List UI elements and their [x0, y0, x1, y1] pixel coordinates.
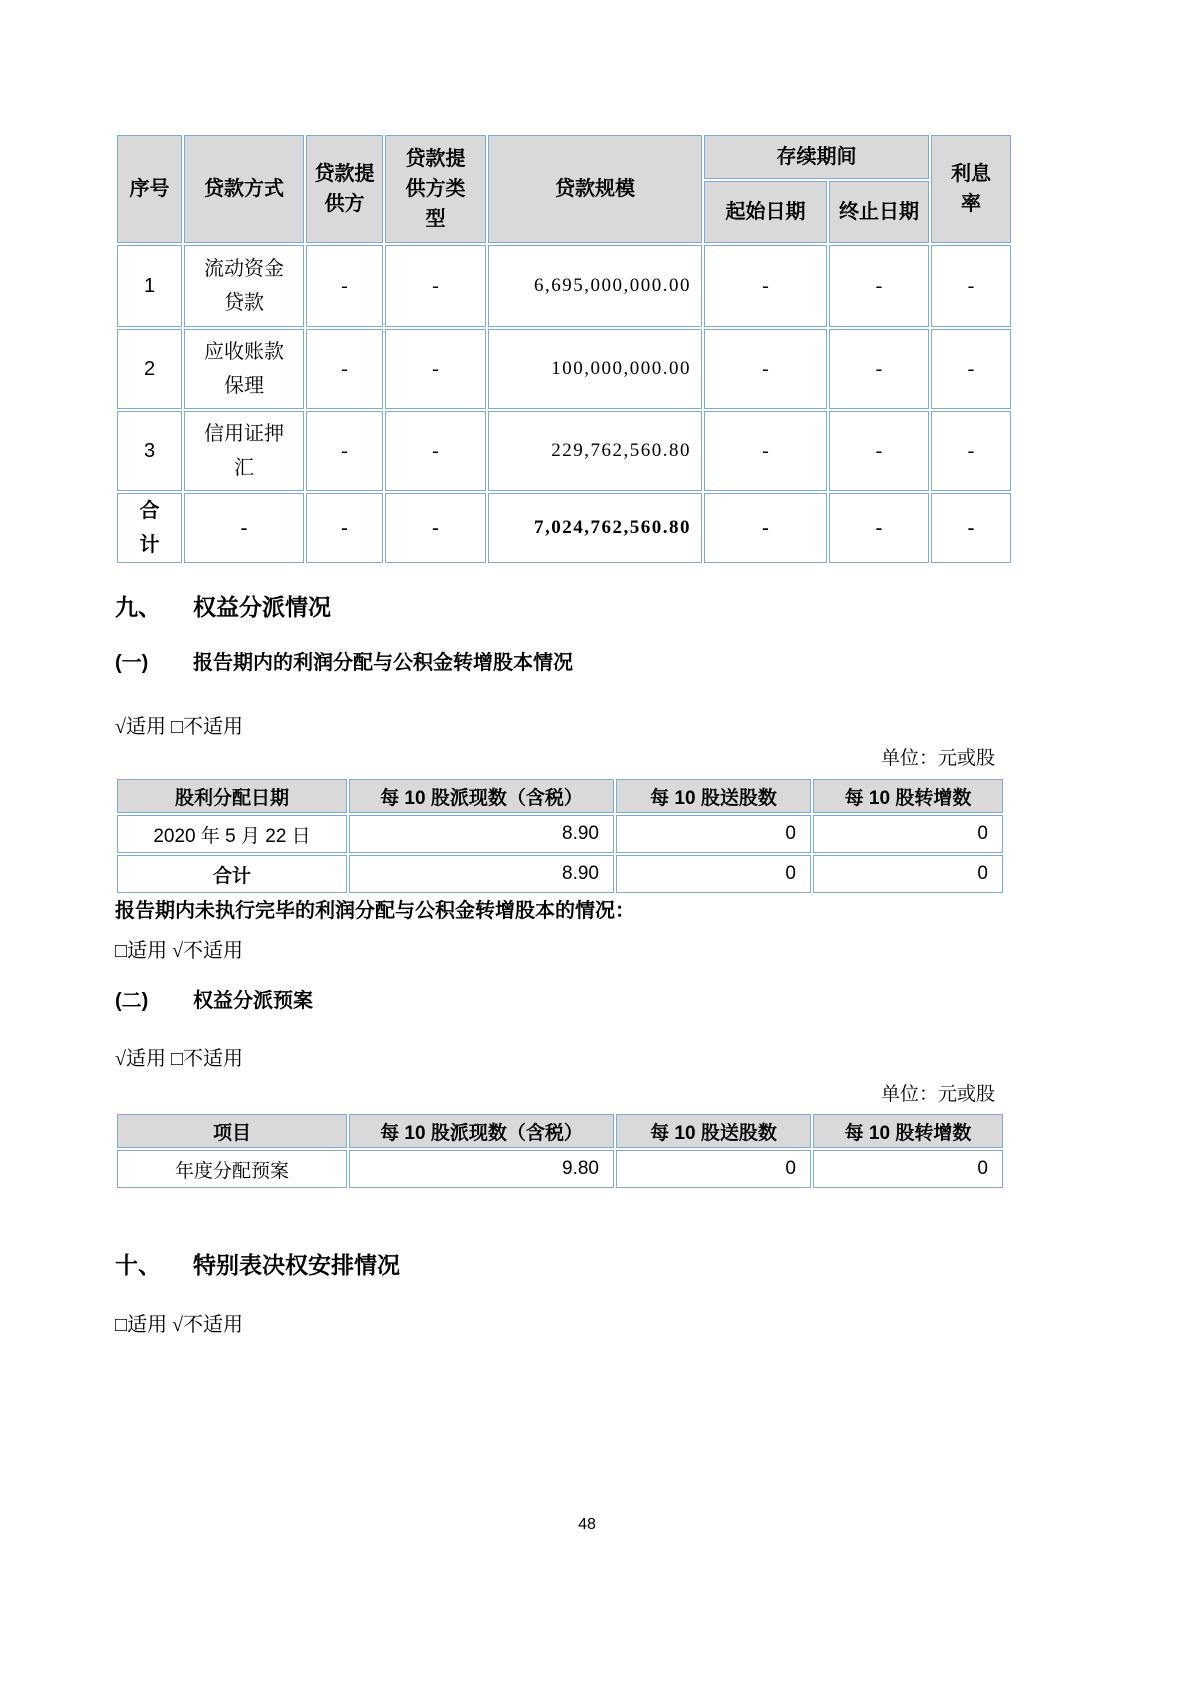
- loan-total-row: [117, 493, 1011, 563]
- cell-end: -: [829, 411, 929, 491]
- cell-rate: -: [931, 411, 1011, 491]
- applicability-line: □适用 √不适用: [115, 1314, 244, 1336]
- loan-table-header-row-1: [117, 135, 1011, 179]
- col-header-cash-per-10: 每 10 股派现数（含税）: [349, 1114, 614, 1148]
- cell-method: -: [184, 493, 304, 563]
- cell-start: -: [704, 329, 827, 409]
- subsection-two-heading: [115, 988, 995, 1014]
- cell-provider-type: -: [385, 493, 486, 563]
- col-header-dividend-date: 股利分配日期: [117, 779, 347, 813]
- cell-scale: 229,762,560.80: [488, 411, 702, 491]
- cell-rate: -: [931, 245, 1011, 327]
- loan-table: [115, 133, 1013, 565]
- cell-seq: 3: [117, 411, 182, 491]
- cell-scale: 6,695,000,000.00: [488, 245, 702, 327]
- applicability-line: □适用 √不适用: [115, 940, 244, 962]
- cell-method: 应收账款保理: [184, 329, 304, 409]
- col-header-end-date: 终止日期: [829, 181, 929, 243]
- col-header-method: 贷款方式: [184, 135, 304, 243]
- subsection-number: (二): [115, 990, 149, 1012]
- col-header-cash-per-10: 每 10 股派现数（含税）: [349, 779, 614, 813]
- cell-start: -: [704, 245, 827, 327]
- applicability-line: √适用 □不适用: [115, 716, 244, 738]
- cell-provider: -: [306, 329, 383, 409]
- col-header-item: 项目: [117, 1114, 347, 1148]
- subsection-title: 权益分派预案: [193, 990, 313, 1012]
- loan-table-container: [115, 133, 995, 565]
- cell-scale: 100,000,000.00: [488, 329, 702, 409]
- section-nine-heading: [115, 592, 995, 622]
- subsection-number: (一): [115, 652, 149, 674]
- loan-row-3: [117, 411, 1011, 491]
- subsection-one-heading: [115, 650, 995, 676]
- cell-provider: -: [306, 245, 383, 327]
- proposal-table-container: [115, 1112, 995, 1190]
- cell-end: -: [829, 493, 929, 563]
- cell-start: -: [704, 411, 827, 491]
- col-header-seq: 序号: [117, 135, 182, 243]
- col-header-start-date: 起始日期: [704, 181, 827, 243]
- cell-seq: 1: [117, 245, 182, 327]
- cell-cash: 8.90: [349, 855, 614, 893]
- col-header-scale: 贷款规模: [488, 135, 702, 243]
- cell-item: 年度分配预案: [117, 1150, 347, 1188]
- proposal-header-row: [117, 1114, 1003, 1148]
- section-title: 权益分派情况: [193, 594, 331, 620]
- col-header-bonus-per-10: 每 10 股送股数: [616, 779, 811, 813]
- cell-provider-type: -: [385, 245, 486, 327]
- cell-method: 流动资金贷款: [184, 245, 304, 327]
- unexecuted-note: 报告期内未执行完毕的利润分配与公积金转增股本的情况：: [115, 900, 635, 922]
- section-title: 特别表决权安排情况: [193, 1252, 400, 1278]
- proposal-table: [115, 1112, 1005, 1190]
- dividend-row-1: [117, 815, 1003, 853]
- col-header-bonus-per-10: 每 10 股送股数: [616, 1114, 811, 1148]
- dividend-table: [115, 777, 1005, 895]
- applicability-line: √适用 □不适用: [115, 1048, 244, 1070]
- cell-rate: -: [931, 329, 1011, 409]
- cell-rate: -: [931, 493, 1011, 563]
- cell-seq: 2: [117, 329, 182, 409]
- cell-conversion: 0: [813, 815, 1003, 853]
- dividend-total-row: [117, 855, 1003, 893]
- section-number: 十、: [115, 1252, 161, 1278]
- cell-bonus: 0: [616, 815, 811, 853]
- cell-cash: 8.90: [349, 815, 614, 853]
- dividend-header-row: [117, 779, 1003, 813]
- page-number: 48: [578, 1516, 596, 1533]
- unit-label: 单位：元或股: [880, 748, 995, 769]
- col-header-conversion-per-10: 每 10 股转增数: [813, 1114, 1003, 1148]
- cell-end: -: [829, 245, 929, 327]
- cell-method: 信用证押汇: [184, 411, 304, 491]
- col-header-rate: 利息率: [931, 135, 1011, 243]
- cell-cash: 9.80: [349, 1150, 614, 1188]
- dividend-table-container: [115, 777, 995, 895]
- col-header-conversion-per-10: 每 10 股转增数: [813, 779, 1003, 813]
- subsection-title: 报告期内的利润分配与公积金转增股本情况: [193, 652, 573, 674]
- cell-bonus: 0: [616, 855, 811, 893]
- cell-provider-type: -: [385, 411, 486, 491]
- cell-total-label: 合计: [117, 855, 347, 893]
- cell-start: -: [704, 493, 827, 563]
- section-number: 九、: [115, 594, 161, 620]
- col-header-provider-type: 贷款提供方类型: [385, 135, 486, 243]
- cell-conversion: 0: [813, 1150, 1003, 1188]
- cell-total-scale: 7,024,762,560.80: [488, 493, 702, 563]
- cell-dividend-date: 2020 年 5 月 22 日: [117, 815, 347, 853]
- cell-total-label: 合计: [117, 493, 182, 563]
- proposal-row-1: [117, 1150, 1003, 1188]
- unit-label: 单位：元或股: [880, 1084, 995, 1105]
- cell-provider-type: -: [385, 329, 486, 409]
- section-ten-heading: [115, 1250, 995, 1280]
- cell-end: -: [829, 329, 929, 409]
- col-header-provider: 贷款提供方: [306, 135, 383, 243]
- cell-conversion: 0: [813, 855, 1003, 893]
- col-header-duration: 存续期间: [704, 135, 929, 179]
- loan-row-2: [117, 329, 1011, 409]
- cell-provider: -: [306, 493, 383, 563]
- loan-row-1: [117, 245, 1011, 327]
- cell-provider: -: [306, 411, 383, 491]
- cell-bonus: 0: [616, 1150, 811, 1188]
